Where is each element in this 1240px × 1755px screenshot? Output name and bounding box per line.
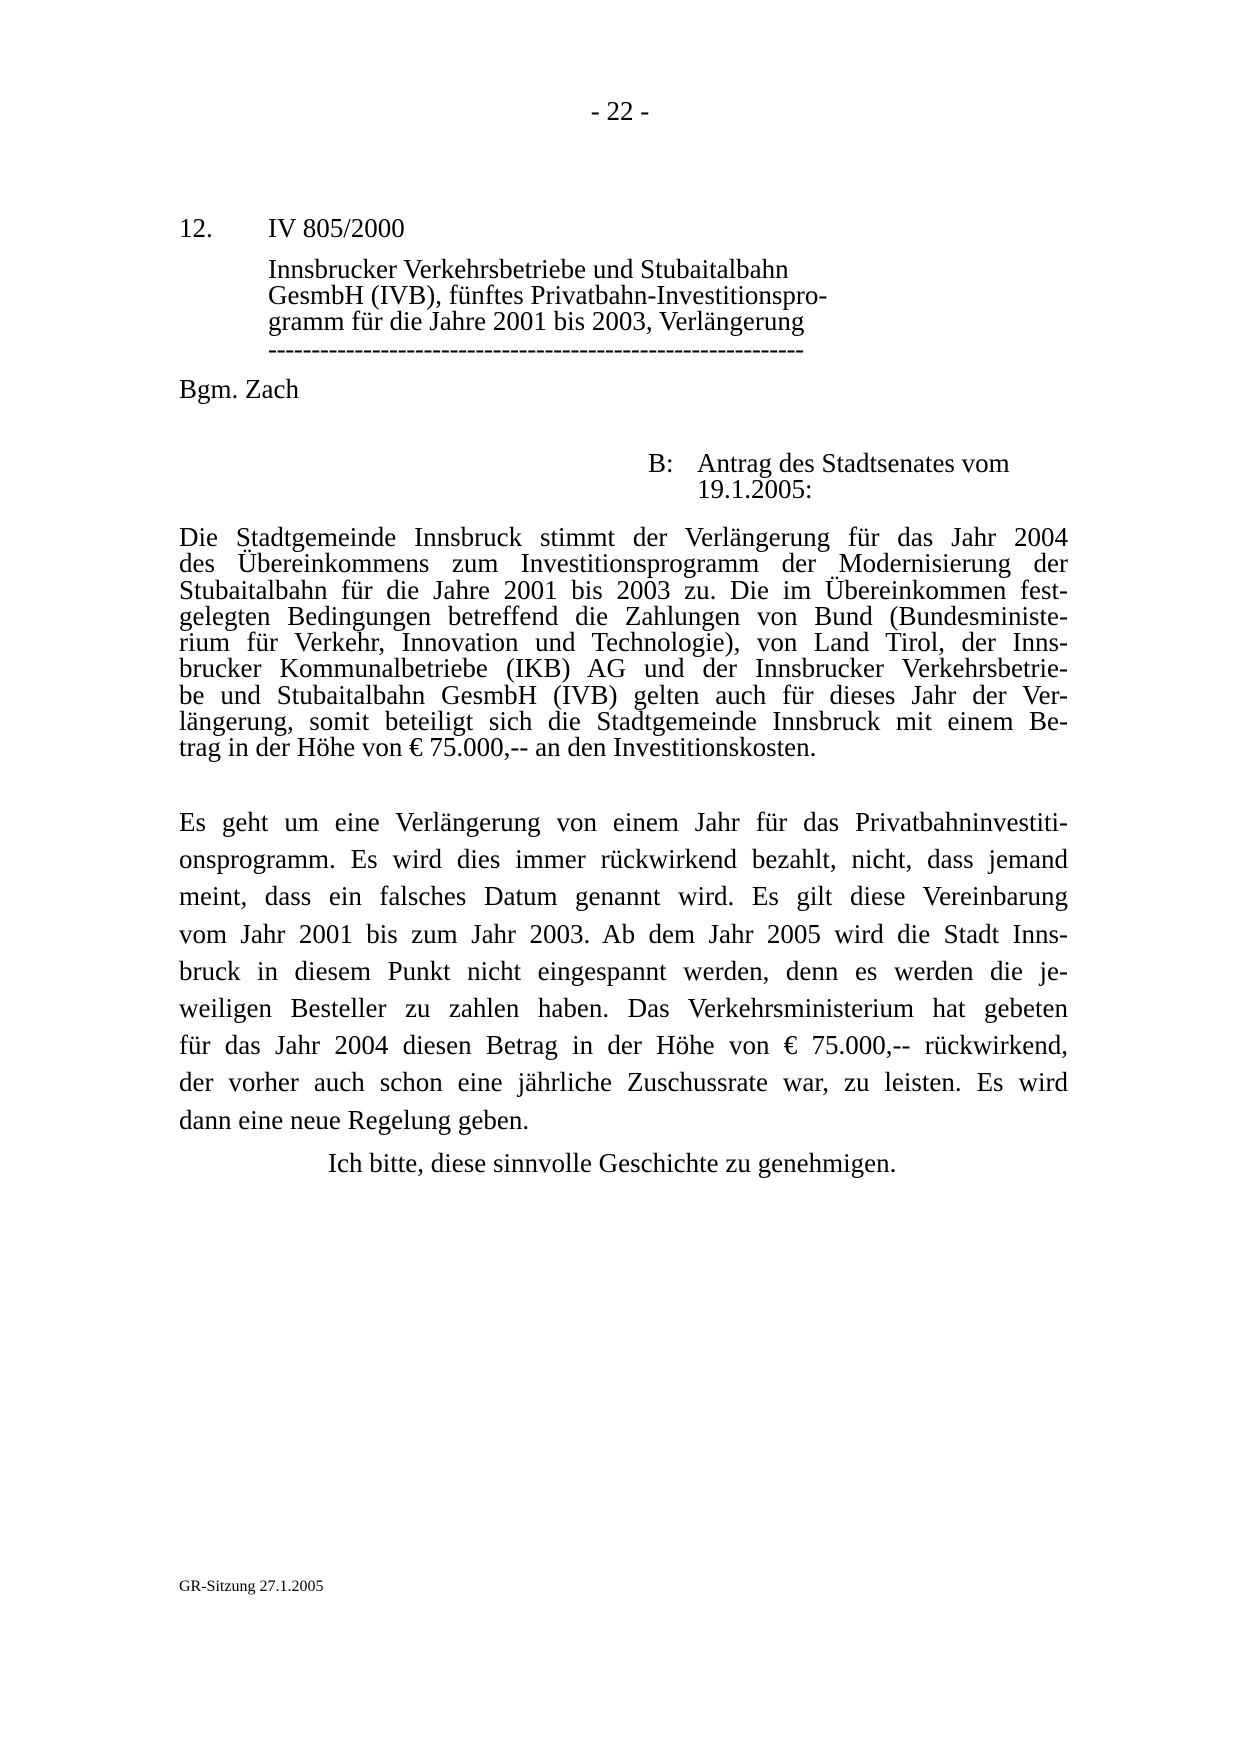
speech-line: meint, dass ein falsches Datum genannt wird. Es gilt diese Vereinbarung: [179, 881, 1068, 912]
speech-line: onsprogramm. Es wird dies immer rückwirkend bezahlt, nicht, dass jemand: [179, 844, 1068, 875]
page-footer: GR-Sitzung 27.1.2005: [179, 1578, 324, 1595]
agenda-item-title-line: Innsbrucker Verkehrsbetriebe und Stubaitalbahn: [268, 254, 789, 284]
motion-body-line: be und Stubaitalbahn GesmbH (IVB) gelten auch für dieses Jahr der Ver-: [179, 679, 1068, 710]
motion-heading-line: 19.1.2005:: [697, 474, 813, 504]
motion-body-line: des Übereinkommens zum Investitionsprogramm der Modernisierung der: [179, 548, 1068, 579]
motion-heading-line: Antrag des Stadtsenates vom: [697, 448, 1010, 478]
speech-line: bruck in diesem Punkt nicht eingespannt werden, denn es werden die je-: [179, 955, 1068, 986]
motion-body-line: Die Stadtgemeinde Innsbruck stimmt der Verlängerung für das Jahr 2004: [179, 522, 1068, 552]
speech-line: vom Jahr 2001 bis zum Jahr 2003. Ab dem Jahr 2005 wird die Stadt Inns-: [179, 918, 1068, 949]
speech-paragraph: [179, 804, 1068, 1139]
motion-label: B:: [648, 448, 674, 478]
speech-line: für das Jahr 2004 diesen Betrag in der Höhe von € 75.000,-- rückwirkend,: [179, 1030, 1068, 1061]
motion-body-line: rium für Verkehr, Innovation und Technologie), von Land Tirol, der Inns-: [179, 627, 1068, 658]
motion-body-line: gelegten Bedingungen betreffend die Zahlungen von Bund (Bundesministe-: [179, 600, 1068, 631]
motion-body-line: Stubaitalbahn für die Jahre 2001 bis 2003 zu. Die im Übereinkommen fest-: [179, 574, 1068, 605]
page-number: - 22 -: [590, 96, 650, 126]
separator-line: --------------------------------------------------------------: [268, 334, 804, 364]
speech-line: Es geht um eine Verlängerung von einem Jahr für das Privatbahninvestiti-: [179, 807, 1068, 837]
agenda-item-title-line: gramm für die Jahre 2001 bis 2003, Verlängerung: [268, 306, 805, 336]
agenda-item-title: [268, 256, 888, 334]
motion-heading: [697, 450, 1010, 502]
agenda-item-code: IV 805/2000: [268, 213, 405, 243]
speech-line: der vorher auch schon eine jährliche Zuschussrate war, zu leisten. Es wird: [179, 1067, 1068, 1098]
speech-line: dann eine neue Regelung geben.: [179, 1104, 530, 1135]
closing-sentence: Ich bitte, diese sinnvolle Geschichte zu genehmigen.: [328, 1148, 897, 1178]
motion-body-line: trag in der Höhe von € 75.000,-- an den Investitionskosten.: [179, 732, 817, 763]
speech-line: weiligen Besteller zu zahlen haben. Das Verkehrsministerium hat gebeten: [179, 993, 1068, 1024]
agenda-item-number: 12.: [179, 213, 213, 243]
speaker-name: Bgm. Zach: [179, 374, 299, 404]
motion-body-line: brucker Kommunalbetriebe (IKB) AG und der Innsbrucker Verkehrsbetrie-: [179, 653, 1068, 684]
agenda-item-title-line: GesmbH (IVB), fünftes Privatbahn-Investitionspro-: [268, 280, 828, 310]
motion-body: [179, 524, 1068, 761]
motion-body-line: längerung, somit beteiligt sich die Stadtgemeinde Innsbruck mit einem Be-: [179, 706, 1068, 737]
